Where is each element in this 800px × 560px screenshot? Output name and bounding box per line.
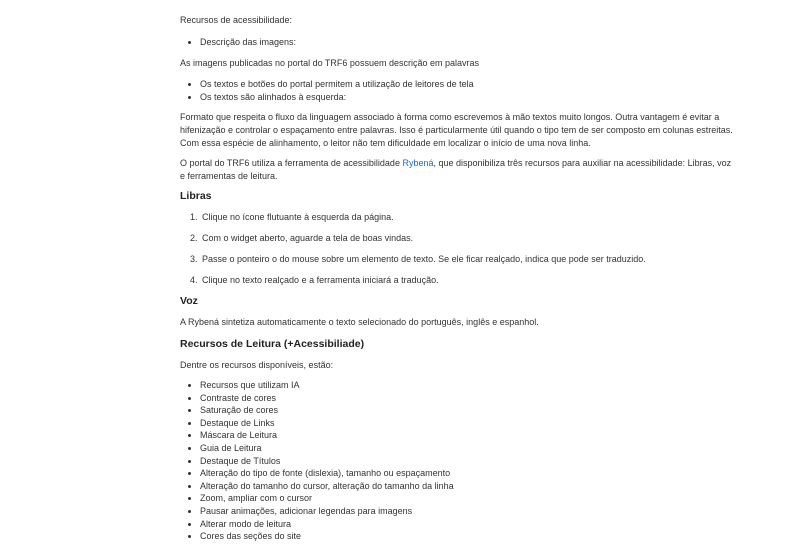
libras-steps [200,211,646,295]
rybena-text-before: O portal do TRF6 utiliza a ferramenta de acessibilidade [180,158,403,168]
libras-step: 1. Clique no ícone flutuante à esquerda da página. [200,211,646,224]
list-item: • Pausar animações, adicionar legendas para imagens [200,505,454,518]
list-item: • Os textos e botões do portal permitem a utilização de leitores de tela [200,78,474,91]
image-description-list [200,36,296,49]
list-item: • Os textos são alinhados à esquerda: [200,91,474,104]
list-item: • Guia de Leitura [200,442,454,455]
list-item: • Descrição das imagens: [200,36,296,49]
voz-heading: Voz [180,295,198,307]
accessibility-intro: Recursos de acessibilidade: [180,15,293,25]
images-description-text: As imagens publicadas no portal do TRF6 possuem descrição em palavras [180,58,479,68]
list-item: • Destaque de Links [200,417,454,430]
rybena-link[interactable]: Rybená [402,158,434,168]
list-item: • Recursos que utilizam IA [200,379,454,392]
list-item: • Saturação de cores [200,404,454,417]
alignment-paragraph: Formato que respeita o fluxo da linguagem associado à forma como escrevemos à mão textos muito longos. Outra vantagem é evitar a hifenização e controlar o espaçamento entre palavras. Isso é particularmente útil quando o tipo tem de ser composto em colunas estreitas. Com essa espécie de alinhamento, o leitor não tem dificuldade em localizar o início de uma nova linha. [180,112,733,148]
reading-resources-intro: Dentre os recursos disponíveis, estão: [180,360,334,370]
list-item: • Cores das seções do site [200,530,454,543]
reading-resources-heading: Recursos de Leitura (+Acessibiliade) [180,338,365,350]
libras-heading: Libras [180,190,212,202]
list-item: • Zoom, ampliar com o cursor [200,492,454,505]
list-item: • Alterar modo de leitura [200,518,454,531]
voz-text: A Rybená sintetiza automaticamente o texto selecionado do português, inglês e espanhol. [180,317,539,327]
rybena-text-after: , que disponibiliza três recursos para auxiliar na acessibilidade: Libras, voz e ferramentas de leitura. [180,158,732,181]
list-item: • Destaque de Títulos [200,455,454,468]
list-item: • Alteração do tamanho do cursor, alteração do tamanho da linha [200,480,454,493]
libras-step: 3. Passe o ponteiro o do mouse sobre um elemento de texto. Se ele ficar realçado, indica que pode ser traduzido. [200,253,646,266]
libras-step: 4. Clique no texto realçado e a ferramenta iniciará a tradução. [200,274,646,287]
list-item: • Máscara de Leitura [200,429,454,442]
text-features-list [200,78,474,104]
list-item: • Alteração do tipo de fonte (dislexia), tamanho ou espaçamento [200,467,454,480]
reading-resources-list [200,379,454,543]
list-item: • Contraste de cores [200,392,454,405]
rybena-paragraph [180,157,735,183]
libras-step: 2. Com o widget aberto, aguarde a tela de boas vindas. [200,232,646,245]
